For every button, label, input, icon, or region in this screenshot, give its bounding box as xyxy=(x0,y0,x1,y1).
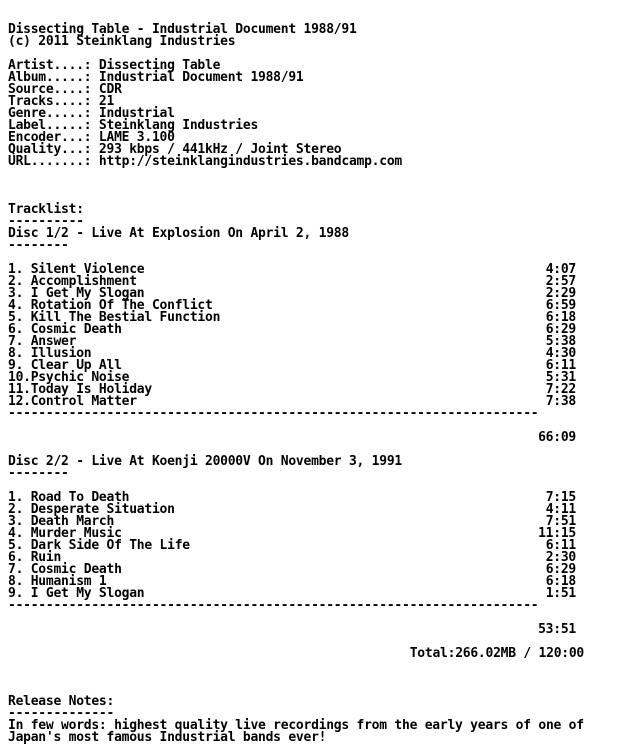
disc-total: 66:09 xyxy=(538,430,576,445)
track-duration: 2:29 xyxy=(545,286,576,301)
disc-underline: -------- xyxy=(8,466,69,481)
spacer xyxy=(8,420,620,432)
doc-title: Dissecting Table - Industrial Document 1988/91 xyxy=(8,22,357,37)
grand-total-line xyxy=(8,648,584,660)
info-label: Artist....: xyxy=(8,58,99,73)
disc-total-line xyxy=(8,624,576,636)
disc-total-line xyxy=(8,432,576,444)
tracklist-heading: Tracklist: xyxy=(8,202,84,217)
track-row xyxy=(8,540,576,552)
track-duration: 6:11 xyxy=(545,358,576,373)
track-name: Dark Side Of The Life xyxy=(30,538,190,553)
release-notes-underline: -------------- xyxy=(8,706,115,721)
spacer xyxy=(8,192,620,204)
info-label: Quality...: xyxy=(8,142,99,157)
disc-total: 53:51 xyxy=(538,622,576,637)
track-number: 7. xyxy=(8,562,31,577)
track-name: Death March xyxy=(30,514,115,529)
track-duration: 6:59 xyxy=(545,298,576,313)
tracklist-underline: ---------- xyxy=(8,214,84,229)
release-notes-heading: Release Notes: xyxy=(8,694,115,709)
track-duration: 7:15 xyxy=(545,490,576,505)
track-name: Murder Music xyxy=(30,526,122,541)
track-number: 4. xyxy=(8,298,31,313)
info-value: Dissecting Table xyxy=(98,58,221,73)
track-duration: 7:51 xyxy=(545,514,576,529)
track-name: Rotation Of The Conflict xyxy=(30,298,213,313)
track-name: Psychic Noise xyxy=(30,370,130,385)
track-duration: 11:15 xyxy=(538,526,576,541)
disc-title: Disc 2/2 - Live At Koenji 20000V On November 3, 1991 xyxy=(8,454,402,469)
info-label: Encoder...: xyxy=(8,130,99,145)
discs xyxy=(8,228,620,648)
track-duration: 6:29 xyxy=(545,322,576,337)
track-duration: 4:30 xyxy=(545,346,576,361)
spacer xyxy=(8,168,620,180)
grand-total: Total:266.02MB / 120:00 xyxy=(409,646,584,661)
track-name: Kill The Bestial Function xyxy=(30,310,221,325)
track-duration: 5:38 xyxy=(545,334,576,349)
track-duration: 2:57 xyxy=(545,274,576,289)
track-number: 9. xyxy=(8,586,31,601)
track-duration: 5:31 xyxy=(545,370,576,385)
info-label: Label.....: xyxy=(8,118,99,133)
disc-separator: ---------------------------------------------------------------------- xyxy=(8,600,539,612)
info-value: 293 kbps / 441kHz / Joint Stereo xyxy=(98,142,342,157)
track-name: Cosmic Death xyxy=(30,322,122,337)
release-notes-line-2: Japan's most famous Industrial bands ever! xyxy=(8,730,327,745)
track-number: 6. xyxy=(8,550,31,565)
track-number: 8. xyxy=(8,346,31,361)
track-number: 4. xyxy=(8,526,31,541)
track-name: Clear Up All xyxy=(30,358,122,373)
doc-copyright: (c) 2011 Steinklang Industries xyxy=(8,34,236,49)
track-duration: 4:07 xyxy=(545,262,576,277)
track-duration: 7:22 xyxy=(545,382,576,397)
spacer xyxy=(8,672,620,684)
info-value: Steinklang Industries xyxy=(98,118,259,133)
info-value: Industrial Document 1988/91 xyxy=(98,70,304,85)
info-value: http://steinklangindustries.bandcamp.com xyxy=(98,154,402,169)
track-name: Road To Death xyxy=(30,490,130,505)
info-value: 21 xyxy=(98,94,115,109)
spacer xyxy=(8,612,620,624)
track-name: Humanism 1 xyxy=(30,574,107,589)
info-label: Tracks....: xyxy=(8,94,99,109)
track-name: I Get My Slogan xyxy=(30,286,145,301)
track-duration: 2:30 xyxy=(545,550,576,565)
info-label: URL.......: xyxy=(8,154,99,169)
track-number: 3. xyxy=(8,514,31,529)
nfo-document xyxy=(8,24,620,744)
disc-title: Disc 1/2 - Live At Explosion On April 2, 1988 xyxy=(8,226,349,241)
track-name: Answer xyxy=(30,334,77,349)
info-block xyxy=(8,60,620,168)
track-number: 5. xyxy=(8,310,31,325)
track-name: Illusion xyxy=(30,346,92,361)
disc-underline: -------- xyxy=(8,238,69,253)
release-notes-line-1: In few words: highest quality live recordings from the early years of one of xyxy=(8,718,584,733)
track-number: 12. xyxy=(8,394,31,409)
track-number: 10. xyxy=(8,370,31,385)
info-label: Source....: xyxy=(8,82,99,97)
track-number: 3. xyxy=(8,286,31,301)
info-value: LAME 3.100 xyxy=(98,130,175,145)
track-duration: 6:29 xyxy=(545,562,576,577)
info-label: Genre.....: xyxy=(8,106,99,121)
track-number: 8. xyxy=(8,574,31,589)
track-duration: 7:38 xyxy=(545,394,576,409)
track-number: 1. xyxy=(8,262,31,277)
spacer xyxy=(8,660,620,672)
info-value: Industrial xyxy=(98,106,175,121)
track-row xyxy=(8,396,576,408)
disc-separator: ---------------------------------------------------------------------- xyxy=(8,408,539,420)
track-name: Today Is Holiday xyxy=(30,382,152,397)
track-number: 5. xyxy=(8,538,31,553)
track-name: Accomplishment xyxy=(30,274,137,289)
track-number: 7. xyxy=(8,334,31,349)
track-number: 9. xyxy=(8,358,31,373)
info-value: CDR xyxy=(98,82,122,97)
spacer xyxy=(8,180,620,192)
track-number: 11. xyxy=(8,382,31,397)
track-number: 2. xyxy=(8,274,31,289)
track-name: Cosmic Death xyxy=(30,562,122,577)
track-duration: 6:11 xyxy=(545,538,576,553)
track-duration: 6:18 xyxy=(545,310,576,325)
track-number: 6. xyxy=(8,322,31,337)
track-duration: 1:51 xyxy=(545,586,576,601)
track-row xyxy=(8,324,576,336)
track-row xyxy=(8,588,576,600)
info-label: Album.....: xyxy=(8,70,99,85)
track-duration: 6:18 xyxy=(545,574,576,589)
info-row xyxy=(8,156,620,168)
track-duration: 4:11 xyxy=(545,502,576,517)
track-name: Desperate Situation xyxy=(30,502,175,517)
track-row xyxy=(8,336,576,348)
track-name: Ruin xyxy=(30,550,62,565)
track-number: 1. xyxy=(8,490,31,505)
track-number: 2. xyxy=(8,502,31,517)
track-name: Control Matter xyxy=(30,394,137,409)
track-name: I Get My Slogan xyxy=(30,586,145,601)
track-name: Silent Violence xyxy=(30,262,145,277)
